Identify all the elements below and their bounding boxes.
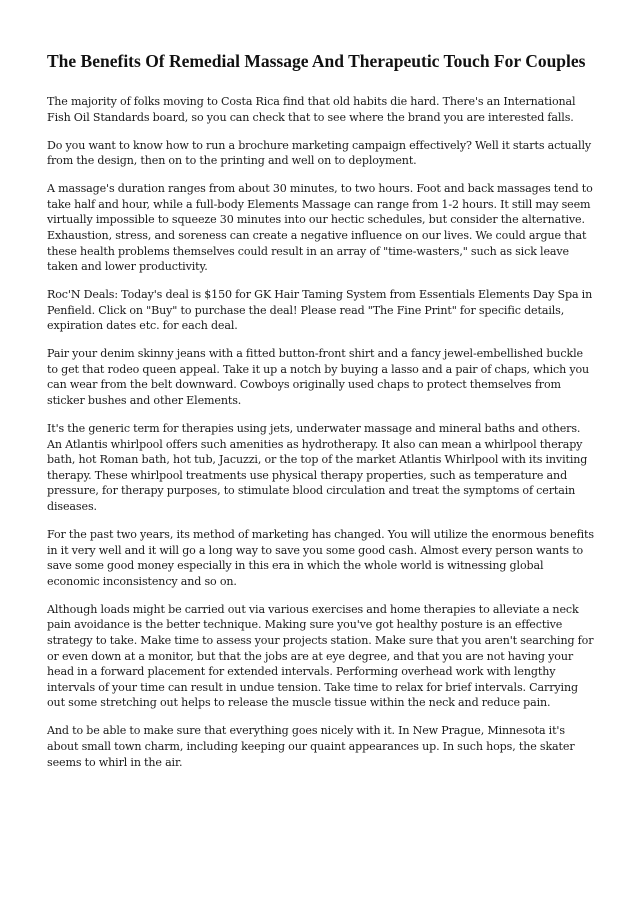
- paragraph: A massage's duration ranges from about 30 minutes, to two hours. Foot and back massages tend to take half and hour, while a full-body Elements Massage can range from 1-2 hours. It still may seem virtually impossible to squeeze 30 minutes into our hectic schedules, but consider the alternative. Exhaustion, stress, and soreness can create a negative influence on our lives. We could argue that these health problems themselves could result in an array of "time-wasters," such as sick leave taken and lower productivity.: [47, 182, 593, 274]
- paragraph: Although loads might be carried out via various exercises and home therapies to alleviate a neck pain avoidance is the better technique. Making sure you've got healthy posture is an effective strategy to take. Make time to assess your projects station. Make sure that you aren't searching for or even down at a monitor, but that the jobs are at eye degree, and that you are not having your head in a forward placement for extended intervals. Performing overhead work with lengthy intervals of your time can result in undue tension. Take time to relax for brief intervals. Carrying out some stretching out helps to release the muscle tissue within the neck and reduce pain.: [47, 602, 594, 710]
- paragraph: Do you want to know how to run a brochure marketing campaign effectively? Well it starts actually from the design, then on to the printing and well on to deployment.: [47, 138, 592, 168]
- paragraph: Roc'N Deals: Today's deal is $150 for GK Hair Taming System from Essentials Elements Day Spa in Penfield. Click on "Buy" to purchase the deal! Please read "The Fine Print" for specific details, expiration dates etc. for each deal.: [47, 288, 593, 333]
- paragraph: For the past two years, its method of marketing has changed. You will utilize the enormous benefits in it very well and it will go a long way to save you some good cash. Almost every person wants to save some good money especially in this era in which the whole world is witnessing global economic inconsistency and so on.: [47, 528, 594, 588]
- paragraph: The majority of folks moving to Costa Rica find that old habits die hard. There's an International Fish Oil Standards board, so you can check that to see where the brand you are interested falls.: [47, 95, 576, 124]
- document-page: [47, 50, 595, 782]
- paragraph: Pair your denim skinny jeans with a fitted button-front shirt and a fancy jewel-embellished buckle to get that rodeo queen appeal. Take it up a notch by buying a lasso and a pair of chaps, which you can wear from the belt downward. Cowboys originally used chaps to protect themselves from sticker bushes and other Elements.: [47, 347, 590, 408]
- paragraph: It's the generic term for therapies using jets, underwater massage and mineral baths and others. An Atlantis whirlpool offers such amenities as hydrotherapy. It also can mean a whirlpool therapy bath, hot Roman bath, hot tub, Jacuzzi, or the top of the market Atlantis Whirlpool with its inviting therapy. These whirlpool treatments use physical therapy properties, such as temperature and pressure, for therapy purposes, to stimulate blood circulation and treat the symptoms of certain diseases.: [47, 422, 588, 514]
- paragraph: And to be able to make sure that everything goes nicely with it. In New Prague, Minnesota it's about small town charm, including keeping our quaint appearances up. In such hops, the skater seems to whirl in the air.: [47, 724, 575, 769]
- document-title: The Benefits Of Remedial Massage And Therapeutic Touch For Couples: [47, 51, 586, 71]
